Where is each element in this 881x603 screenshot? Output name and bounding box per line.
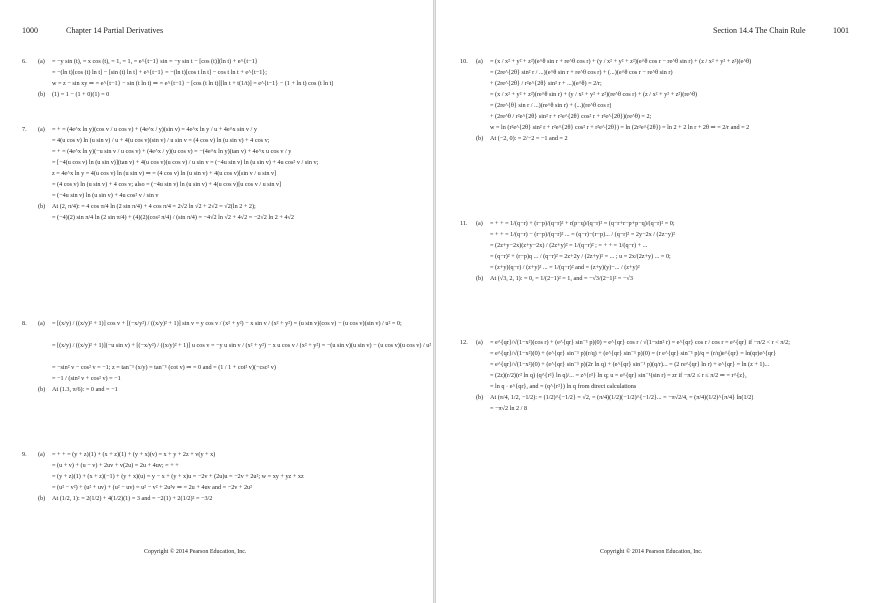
equation-text: = [(x/y) / ((x/y)² + 1)](−u sin v) + [(−x/y²) / ((x/y)² + 1)] u cos v = −y u sin v / (x² + y²) − x u cos v / (x² + y²) = −(u sin v)(u sin v) − (u cos v)(u cos v) / u² [52, 342, 432, 349]
solution-line [38, 471, 304, 482]
part-label: (b) [476, 394, 484, 401]
equation-text: = (4 cos v) ln (u sin v) + 4 cos v; also = (−4u sin v) ln (u sin v) + 4(u cos v)[u cos v / u sin v] [52, 181, 282, 188]
equation-text: = −1 / (sin² v + cos² v) = −1 [52, 375, 121, 382]
page-number: 1001 [833, 26, 849, 35]
equation-text: = −sin² v − cos² v = −1; z = tan⁻¹ (x/y) = tan⁻¹ (cot v) ⇒ = 0 and = (1 / 1 + cot² v)(−csc² v) [52, 364, 276, 371]
problem-number: 12. [460, 339, 468, 346]
equation-text: = (2z+y−2x)(z+y−2x) / (2z+y)² = 1/(q−r)² ; = + + = 1/(q−r) + ... [490, 242, 648, 249]
solution-line [476, 348, 776, 359]
solution-line [476, 122, 749, 133]
solution-line [476, 133, 568, 144]
equation-text: = −π√2 ln 2 / 8 [490, 405, 528, 412]
solution-line [38, 168, 276, 179]
solution-line [476, 229, 675, 240]
left-page [0, 0, 432, 603]
part-label: (b) [38, 495, 46, 502]
equation-text: = (u² − v²) + (u² + uv) + (u² − uv) = u² − v² + 2u²v ⇒ = 2u + 4uv and = −2v + 2u² [52, 484, 253, 491]
equation-text: At (√3, 2, 1): = 0, = 1/(2−1)² = 1, and = −√3/(2−1)² = −√3 [490, 275, 633, 282]
equation-text: = (q−r)² + (r−p)q ... / (q−r)² = 2z+2y / (2z+y)² = ... ; u = 2x/(2z+y) ... = 0; [490, 253, 671, 260]
equation-text: = (2re^{θ} sin r / ...)(re^θ sin r) + (...)(re^θ cos r) [490, 102, 612, 109]
part-label: (a) [38, 58, 45, 65]
solution-line [38, 373, 121, 384]
equation-text: = 4(u cos v) ln (u sin v) / u + 4(u cos v)(sin v) / u sin v = (4 cos v) ln (u sin v) + 4 cos v; [52, 137, 270, 144]
equation-text: w = ln (r²e^{2θ} sin² r + r²e^{2θ} cos² r + r²e^{2θ}) = ln (2r²e^{2θ}) = ln 2 + 2 ln r + 2θ ⇒ = 2/r and = 2 [490, 124, 750, 131]
equation-text: At (π/4, 1/2, −1/2): = (1/2)^{−1/2} = √2, = (π/4)(1/2)(−1/2)^{−1/2}... = −π√2/4, = (π/4)(1/2)^{π/4} ln(1/2) [490, 394, 754, 401]
problem-number: 11. [460, 220, 468, 227]
equation-text: = (u + v) + (u − v) + 2uv + v(2u) = 2u + 4uv; = + + [52, 462, 179, 469]
copyright-footer: Copyright © 2014 Pearson Education, Inc. [600, 549, 703, 555]
page-gutter [433, 0, 436, 603]
solution-line [476, 273, 633, 284]
equation-text: = + + = 1/(q−r) − (r−p)/(q−r)² ... = (q−r)−(r−p)... / (q−r)² = 2y−2x / (2z−y)² [490, 231, 675, 238]
solution-line [476, 359, 769, 370]
problem-number: 10. [460, 58, 468, 65]
part-label: (a) [38, 451, 45, 458]
solution-line [38, 56, 258, 67]
solution-line [38, 157, 318, 168]
solution-line [38, 89, 109, 100]
equation-text: = (−4u sin v) ln (u sin v) + 4u cos² v / sin v [52, 192, 159, 199]
equation-text: = ln q · e^{qr}, and = (q^{r²}) ln q from direct calculations [490, 383, 637, 390]
problem-number: 9. [22, 451, 27, 458]
solution-line [476, 262, 640, 273]
equation-text: + (2re^{2θ} / r²e^{2θ} sin² r + ...)(e^θ) = 2/r; [490, 80, 602, 87]
equation-text: At (2, π/4): = 4 cos π/4 ln (2 sin π/4) + 4 cos π/4 = 2√2 ln √2 + 2√2 = √2(ln 2 + 2); [52, 203, 256, 210]
problem-number: 7. [22, 126, 27, 133]
part-label: (a) [476, 339, 483, 346]
solution-line [476, 100, 611, 111]
solution-block [460, 218, 865, 288]
solution-line [38, 340, 431, 351]
solution-block [460, 56, 865, 148]
running-head: Section 14.4 The Chain Rule [713, 26, 806, 35]
solution-line [476, 56, 751, 67]
equation-text: = (−4)(2) sin π/4 ln (2 sin π/4) + (4)(2)(cos² π/4) / (sin π/4) = −4√2 ln √2 + 4√2 = −2√2 ln 2 + 4√2 [52, 214, 294, 221]
equation-text: z = 4e^x ln y = 4(u cos v) ln (u sin v) ⇒ = (4 cos v) ln (u sin v) + 4(u cos v)[sin v / u sin v] [52, 170, 277, 177]
part-label: (a) [476, 220, 483, 227]
equation-text: = + = (4e^x ln y)(−u sin v / u cos v) + (4e^x / y)(u cos v) = −(4e^x ln y)(tan v) + 4e^x u cos v / y [52, 148, 292, 155]
solution-block [460, 337, 865, 418]
solution-line [38, 190, 159, 201]
running-head: Chapter 14 Partial Derivatives [66, 26, 164, 35]
solution-line [38, 318, 402, 329]
solution-line [38, 329, 52, 340]
equation-text: = (z+y)(q−r) / (z+y)² ... = 1/(q−r)² and = (z+y)(y)−... / (z+y)² [490, 264, 640, 271]
solution-line [476, 89, 697, 100]
page-number: 1000 [22, 26, 38, 35]
problem-number: 8. [22, 320, 27, 327]
solution-block [22, 449, 427, 508]
part-label: (a) [38, 320, 45, 327]
solution-line [476, 381, 636, 392]
equation-text: (1) = 1 − (1 + 0)(1) = 0 [52, 91, 110, 98]
solution-line [38, 449, 215, 460]
equation-text: At (1.3, π/6): = 0 and = −1 [52, 386, 118, 393]
solution-line [38, 384, 118, 395]
solution-line [476, 392, 753, 403]
part-label: (b) [476, 275, 484, 282]
equation-text: = [(x/y) / ((x/y)² + 1)] cos v + [(−x/y²) / ((x/y)² + 1)] sin v = y cos v / (x² + y²) − x sin v / (x² + y²) = (u sin v)(cos v) − (u cos v)(sin v) / u² = 0; [52, 320, 402, 327]
equation-text: w = z − sin xy ⇒ = e^{t−1} − sin (t ln t) ⇒ = e^{t−1} − [cos (t ln t)][ln t + t(1/t)] = e^{t−1} − (1 + ln t) cos (t ln t) [52, 80, 334, 87]
equation-text: = −y sin (t), = x cos (t), = 1, = 1, = e^{t−1} sin = −y sin t − [cos (t)](ln t) + e^{t−1} [52, 58, 258, 65]
solution-line [476, 403, 527, 414]
solution-line [476, 111, 651, 122]
equation-text: = (x / x² + y² + z²)(re^θ sin r) + (y / x² + y² + z²)(re^θ cos r) + (z / x² + y² + z²)(re^θ) [490, 91, 698, 98]
copyright-footer: Copyright © 2014 Pearson Education, Inc. [144, 549, 247, 555]
equation-text: = (y + z)(1) + (x + z)(−1) + (y + x)(u) = y − x + (y + x)u = −2v + (2u)u = −2v + 2u²; w = xy + yz + xz [52, 473, 304, 480]
part-label: (a) [38, 126, 45, 133]
equation-text: At (−2, 0): = 2/−2 = −1 and = 2 [490, 135, 568, 142]
equation-text: = + + = 1/(q−r) + (r−p)/(q−r)² + r(p−q)/(q−r)² = (q−r+r−p+p−q)/(q−r)² = 0; [490, 220, 675, 227]
solution-line [38, 212, 294, 223]
equation-text: At (1/2, 1): = 2(1/2) + 4(1/2)(1) = 3 and = −2(1) + 2(1/2)² = −3/2 [52, 495, 213, 502]
part-label: (b) [38, 91, 46, 98]
solution-line [476, 240, 647, 251]
solution-line [38, 124, 257, 135]
solution-line [476, 337, 790, 348]
solution-line [38, 78, 333, 89]
equation-text: = −(ln t)[cos (t) ln t] − [sin (t) ln t] + e^{t−1} = −(ln t)[cos t ln t] − cos t ln t + e^{t−1}; [52, 69, 267, 76]
solution-line [476, 78, 602, 89]
solution-line [476, 370, 747, 381]
equation-text: = (2z)(r/2)(r² ln q) (q^{r²} ln q)/... = z^{r²} ln q; u = e^{qr} sin⁻¹(sin r) = zr if −π/2 ≤ r ≤ π/2 ⇒ = r^{z}, [490, 372, 747, 379]
solution-block [22, 318, 432, 399]
part-label: (b) [38, 203, 46, 210]
equation-text: = + + = (y + z)(1) + (x + z)(1) + (y + x)(v) = x + y + 2z + v(y + x) [52, 451, 216, 458]
solution-line [38, 493, 212, 504]
equation-text: + (2re^θ / r²e^{2θ} sin² r + r²e^{2θ} cos² r + r²e^{2θ})(re^θ) = 2; [490, 113, 652, 120]
solution-line [38, 135, 269, 146]
solution-line [476, 218, 675, 229]
solution-line [476, 67, 673, 78]
equation-text: = (2re^{2θ} sin² r / ...)(e^θ sin r + re^θ cos r) + (...)(e^θ cos r − re^θ sin r) [490, 69, 673, 76]
equation-text: = + = (4e^x ln y)(cos v / u cos v) + (4e^x / y)(sin v) = 4e^x ln y / u + 4e^x sin v / y [52, 126, 257, 133]
part-label: (b) [38, 386, 46, 393]
solution-line [38, 179, 281, 190]
solution-line [38, 67, 267, 78]
solution-line [38, 460, 179, 471]
solution-line [38, 482, 252, 493]
solution-line [476, 251, 671, 262]
problem-number: 6. [22, 58, 27, 65]
equation-text: = e^{qr}/√(1−x²)(0) + (e^{qr} sin⁻¹ p)(2r ln q) + (e^{qr} sin⁻¹ p)(q/r)... = (2 re^{qr} ln r) + e^{qr} = ln (z + 1)... [490, 361, 770, 368]
solution-block [22, 124, 427, 227]
equation-text: = (x / x² + y² + z²)(e^θ sin r + re^θ cos r) + (y / x² + y² + z²)(e^θ cos r − re^θ sin r) + (z / x² + y² + z²)(e^θ) [490, 58, 752, 65]
solution-line [38, 201, 256, 212]
solution-line [38, 146, 291, 157]
right-page [438, 0, 881, 603]
solution-line [38, 351, 52, 362]
solution-line [38, 362, 276, 373]
solution-block [22, 56, 427, 104]
part-label: (b) [476, 135, 484, 142]
equation-text: = e^{qr}/√(1−x²)(cos r) + (e^{qr} sin⁻¹ p)(0) = e^{qr} cos r / √(1−sin² r) = e^{qr} cos r / cos r = e^{qr} if −π/2 < r < π/2; [490, 339, 790, 346]
equation-text: = e^{qr}/√(1−x²)(0) + (e^{qr} sin⁻¹ p)(r/q) + (e^{qr} sin⁻¹ p)(0) = (r e^{qr} sin⁻¹ p)/q = (r/q)e^{qr} = ln(qr)e^{qr} [490, 350, 777, 357]
equation-text: = [−4(u cos v) ln (u sin v)](tan v) + 4(u cos v)(u cos v) / u sin v = (−4u sin v) ln (u sin v) + 4u cos² v / sin v; [52, 159, 319, 166]
part-label: (a) [476, 58, 483, 65]
